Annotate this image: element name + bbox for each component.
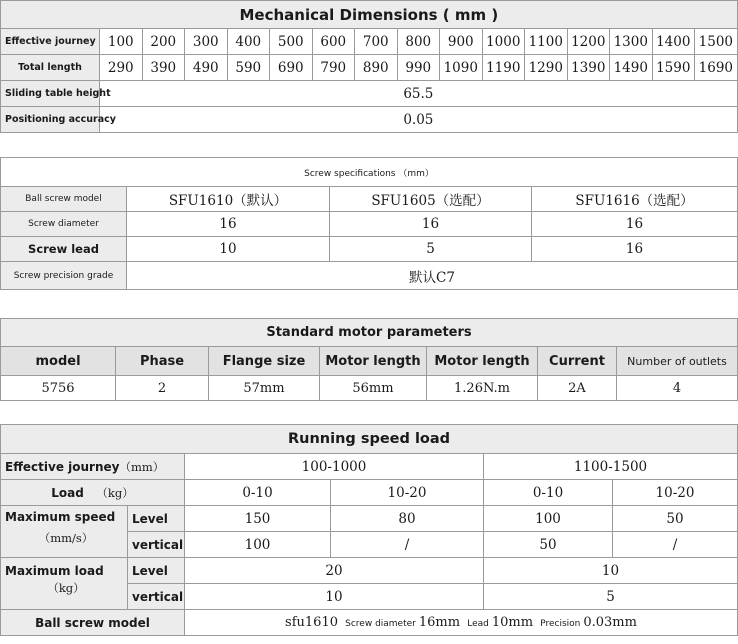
speed-level-row	[1, 506, 738, 532]
speed-title: Running speed load	[1, 425, 738, 454]
col-header: Current	[538, 347, 617, 376]
motor-header-row	[1, 347, 738, 376]
sliding-height-row	[1, 81, 738, 107]
cell: /	[613, 532, 738, 558]
cell: 500	[270, 29, 313, 55]
cell: 0-10	[185, 480, 331, 506]
max-speed-label: Maximum speed （mm/s）	[1, 506, 128, 558]
cell: 990	[397, 55, 440, 81]
footer-spec: sfu1610 Screw diameter 16mm Lead 10mm Precision 0.03mm	[185, 610, 738, 636]
col-header: model	[1, 347, 116, 376]
motor-title: Standard motor parameters	[1, 319, 738, 347]
cell: 1500	[695, 29, 738, 55]
load-row	[1, 480, 738, 506]
cell: 5	[484, 584, 738, 610]
positioning-accuracy-value: 0.05	[100, 107, 738, 133]
cell: 800	[397, 29, 440, 55]
vertical-label: vertical	[128, 532, 185, 558]
cell: /	[331, 532, 484, 558]
cell: 1200	[567, 29, 610, 55]
cell: SFU1605（选配）	[330, 187, 532, 212]
cell: 300	[185, 29, 228, 55]
cell: 1490	[610, 55, 653, 81]
col-header: Motor length	[320, 347, 427, 376]
level-label: Level	[128, 506, 185, 532]
cell: 150	[185, 506, 331, 532]
cell: 2A	[538, 376, 617, 401]
cell: 2	[116, 376, 209, 401]
max-load-label: Maximum load （kg）	[1, 558, 128, 610]
cell: 50	[613, 506, 738, 532]
cell: 16	[127, 212, 330, 237]
motor-parameters-table	[0, 318, 738, 401]
cell: 1300	[610, 29, 653, 55]
cell: 590	[227, 55, 270, 81]
cell: 1000	[482, 29, 525, 55]
footer-label: Ball screw model	[1, 610, 185, 636]
row-label: Effective journey	[1, 29, 100, 55]
cell: 56mm	[320, 376, 427, 401]
row-label: Screw precision grade	[1, 262, 127, 290]
row-label: Positioning accuracy	[1, 107, 100, 133]
cell: 900	[440, 29, 483, 55]
sliding-height-value: 65.5	[100, 81, 738, 107]
cell: 5	[330, 237, 532, 262]
screw-specifications-table	[0, 157, 738, 290]
cell: 50	[484, 532, 613, 558]
cell: 1400	[652, 29, 695, 55]
cell: 10	[185, 584, 484, 610]
motor-value-row	[1, 376, 738, 401]
cell: 16	[532, 237, 738, 262]
cell: 390	[142, 55, 185, 81]
screw-diameter-row	[1, 212, 738, 237]
cell: 790	[312, 55, 355, 81]
cell: 1290	[525, 55, 568, 81]
row-label: Screw diameter	[1, 212, 127, 237]
cell: 16	[532, 212, 738, 237]
cell: 100	[185, 532, 331, 558]
screw-lead-row	[1, 237, 738, 262]
col-header: Phase	[116, 347, 209, 376]
mechanical-title: Mechanical Dimensions ( mm )	[1, 1, 738, 29]
col-header: Number of outlets	[617, 347, 738, 376]
cell: 4	[617, 376, 738, 401]
cell: 1590	[652, 55, 695, 81]
load-level-row	[1, 558, 738, 584]
row-label: Total length	[1, 55, 100, 81]
screw-title: Screw specifications （mm）	[1, 158, 738, 187]
row-label: Effective journey（mm）	[1, 454, 185, 480]
row-label: Sliding table height	[1, 81, 100, 107]
cell: 57mm	[209, 376, 320, 401]
mechanical-dimensions-table	[0, 0, 738, 133]
cell: 100-1000	[185, 454, 484, 480]
screw-model-row	[1, 187, 738, 212]
cell: 490	[185, 55, 228, 81]
cell: 1190	[482, 55, 525, 81]
vertical-label: vertical	[128, 584, 185, 610]
row-label: Screw lead	[1, 237, 127, 262]
col-header: Flange size	[209, 347, 320, 376]
cell: 200	[142, 29, 185, 55]
cell: 10	[484, 558, 738, 584]
cell: 1090	[440, 55, 483, 81]
cell: 290	[100, 55, 143, 81]
cell: 1390	[567, 55, 610, 81]
cell: 890	[355, 55, 398, 81]
cell: 1100-1500	[484, 454, 738, 480]
col-header: Motor length	[427, 347, 538, 376]
level-label: Level	[128, 558, 185, 584]
positioning-accuracy-row	[1, 107, 738, 133]
row-label: Load （kg）	[1, 480, 185, 506]
cell: 10-20	[331, 480, 484, 506]
cell: 100	[484, 506, 613, 532]
cell: 1.26N.m	[427, 376, 538, 401]
cell: 1690	[695, 55, 738, 81]
running-speed-load-table	[0, 424, 738, 636]
total-length-row	[1, 55, 738, 81]
precision-value: 默认C7	[127, 262, 738, 290]
cell: SFU1616（选配）	[532, 187, 738, 212]
cell: 600	[312, 29, 355, 55]
cell: 20	[185, 558, 484, 584]
cell: 1100	[525, 29, 568, 55]
cell: 10-20	[613, 480, 738, 506]
screw-precision-row	[1, 262, 738, 290]
cell: 690	[270, 55, 313, 81]
cell: 10	[127, 237, 330, 262]
journey-row	[1, 454, 738, 480]
cell: SFU1610（默认）	[127, 187, 330, 212]
footer-row	[1, 610, 738, 636]
effective-journey-row	[1, 29, 738, 55]
cell: 400	[227, 29, 270, 55]
cell: 80	[331, 506, 484, 532]
cell: 700	[355, 29, 398, 55]
cell: 100	[100, 29, 143, 55]
row-label: Ball screw model	[1, 187, 127, 212]
cell: 5756	[1, 376, 116, 401]
cell: 0-10	[484, 480, 613, 506]
cell: 16	[330, 212, 532, 237]
